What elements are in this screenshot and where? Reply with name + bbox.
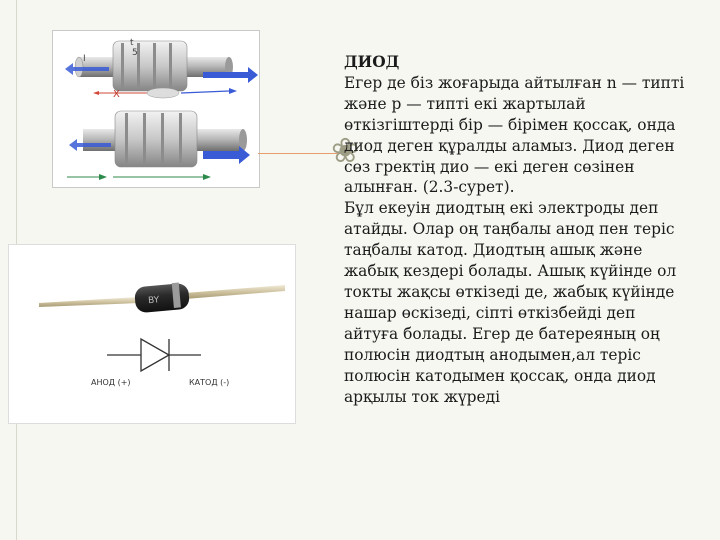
- diode-photo: [8, 244, 296, 424]
- top-cylinder: [65, 41, 258, 91]
- slide-title: ДИОД: [344, 53, 400, 71]
- diagram-mark-4: X: [113, 89, 120, 100]
- slide-text: [344, 52, 692, 407]
- semiconductor-diagram: [52, 30, 260, 188]
- lead-left: [39, 297, 139, 307]
- anode-label: АНОД (+): [91, 378, 131, 387]
- semiconductor-diagram-svg: [53, 31, 259, 187]
- diagram-mark-2: t: [130, 38, 134, 48]
- paragraph-1: Егер де біз жоғарыда айтылған n — типті және p — типті екі жартылай өткізгіштерді бір — бірімен қоссақ, онда диод деген құралды аламыз. Диод деген сөз гректің дио — екі деген сөзінен алынған. (2.3-сурет).: [344, 73, 685, 197]
- diode-photo-svg: [9, 245, 295, 423]
- ornament-swirl-icon: ❀: [331, 131, 360, 171]
- diagram-mark-3: 5: [132, 48, 138, 58]
- paragraph-2: Бұл екеуін диодтың екі электроды деп атайды. Олар оң таңбалы анод пен теріс таңбалы катод. Диодтың ашық және жабық кездері болады. Ашық күйінде ол токты жақсы өткізеді де, жабық күйінде нашар өскізеді, сіпті өткізбейді деп айтуға болады. Егер де батереяның оң полюсін диодтың анодымен,ал теріс полюсін катодымен қоссақ, онда диод арқылы ток жүреді: [344, 199, 677, 406]
- diagram-mark-1: I: [83, 54, 86, 64]
- lead-right: [185, 285, 285, 299]
- diode-symbol-icon: [107, 339, 201, 371]
- cathode-label: КАТОД (-): [189, 378, 230, 387]
- diode-body: [134, 282, 190, 313]
- bottom-cylinder: [67, 111, 250, 180]
- component-marking: BY: [147, 295, 160, 307]
